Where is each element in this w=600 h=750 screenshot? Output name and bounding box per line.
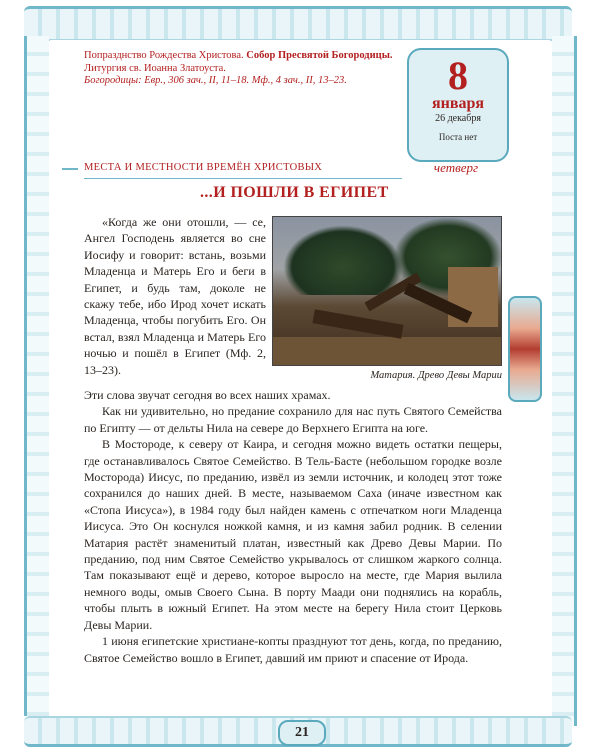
photo-ground [273, 337, 501, 365]
photo-virgin-mary-tree [272, 216, 502, 366]
date-month: января [431, 95, 485, 112]
body-text [84, 387, 502, 666]
decorative-frame-left [24, 36, 49, 716]
date-card [407, 48, 509, 162]
section-heading: МЕСТА И МЕСТНОСТИ ВРЕМЁН ХРИСТОВЫХ [84, 162, 402, 179]
paragraph: Эти слова звучат сегодня во всех наших храмах. [84, 388, 331, 402]
date-day: 8 [448, 53, 468, 98]
photo-tree-canopy [283, 225, 403, 295]
article-title: ...И ПОШЛИ В ЕГИПЕТ [200, 184, 389, 201]
page-number: 21 [278, 720, 326, 746]
photo-branch [312, 309, 403, 338]
readings-line: Богородицы: Евр., 306 зач., II, 11–18. Мф., 4 зач., II, 13–23. [84, 75, 347, 87]
side-ornament [508, 296, 542, 402]
feast-bold: Собор Пресвятой Богородицы. [246, 50, 393, 61]
liturgical-info [84, 50, 414, 88]
paragraph: Как ни удивительно, но предание сохранило для нас путь Святого Семейства по Египту — от дельты Нила на севере до Верхнего Египта на юге. [84, 404, 502, 435]
body-text-left [84, 214, 266, 378]
paragraph: 1 июня египетские христиане-копты празднуют тот день, когда, по преданию, Святое Семейство вошло в Египет, давший им приют и спасение от Ирода. [84, 634, 502, 665]
weekday: четверг [433, 160, 479, 175]
feast-name: Попразднство Рождества Христова. [84, 50, 244, 61]
liturgy-line: Литургия св. Иоанна Златоуста. [84, 62, 226, 74]
photo-caption: Матария. Древо Девы Марии [370, 370, 502, 381]
quote-paragraph: «Когда же они отошли, — се, Ангел Господень является во сне Иосифу и говорит: встань, возьми Младенца и Матерь Его и беги в Египет, и будь там, доколе не скажу тебе, ибо Ирод хочет искать Младенца, чтобы погубить Его. Он встал, взял Младенца и Матерь Его ночью и пошёл в Египет (Мф. 2, 13–23). [84, 215, 266, 377]
fast-note: Поста нет [438, 132, 478, 142]
decorative-frame-top [24, 6, 572, 41]
decorative-frame-right [552, 36, 577, 726]
paragraph: В Мостороде, к северу от Каира, и сегодня можно видеть остатки пещеры, где останавливалось Святое Семейство. В Тель-Басте (небольшом городке возле Мостородa) Иисус, по преданию, извёл из земли источник, и колодец этот тоже сохранился до наших дней. В месте, называемом Саха (иначе известном как «Стопа Иисуса»), в 1984 году был найден камень с отпечатком ноги Младенца Иисуса. Это Он коснулся ножкой камня, и из камня забил родник. В селении Матария растёт знаменитый платан, известный как Древо Девы Марии. По преданию, под ним Святое Семейство укрывалось от слишком жаркого солнца. Там показывают ещё и дерево, которое выросло на месте, где Мария вылила немного воды, омыв Своего Сына. В порту Маади они поднялись на корабль, чтобы плыть в южный Египет. На этом месте на берегу Нила стоит Церковь Девы Марии. [84, 437, 502, 632]
date-old-style: 26 декабря [435, 113, 481, 124]
